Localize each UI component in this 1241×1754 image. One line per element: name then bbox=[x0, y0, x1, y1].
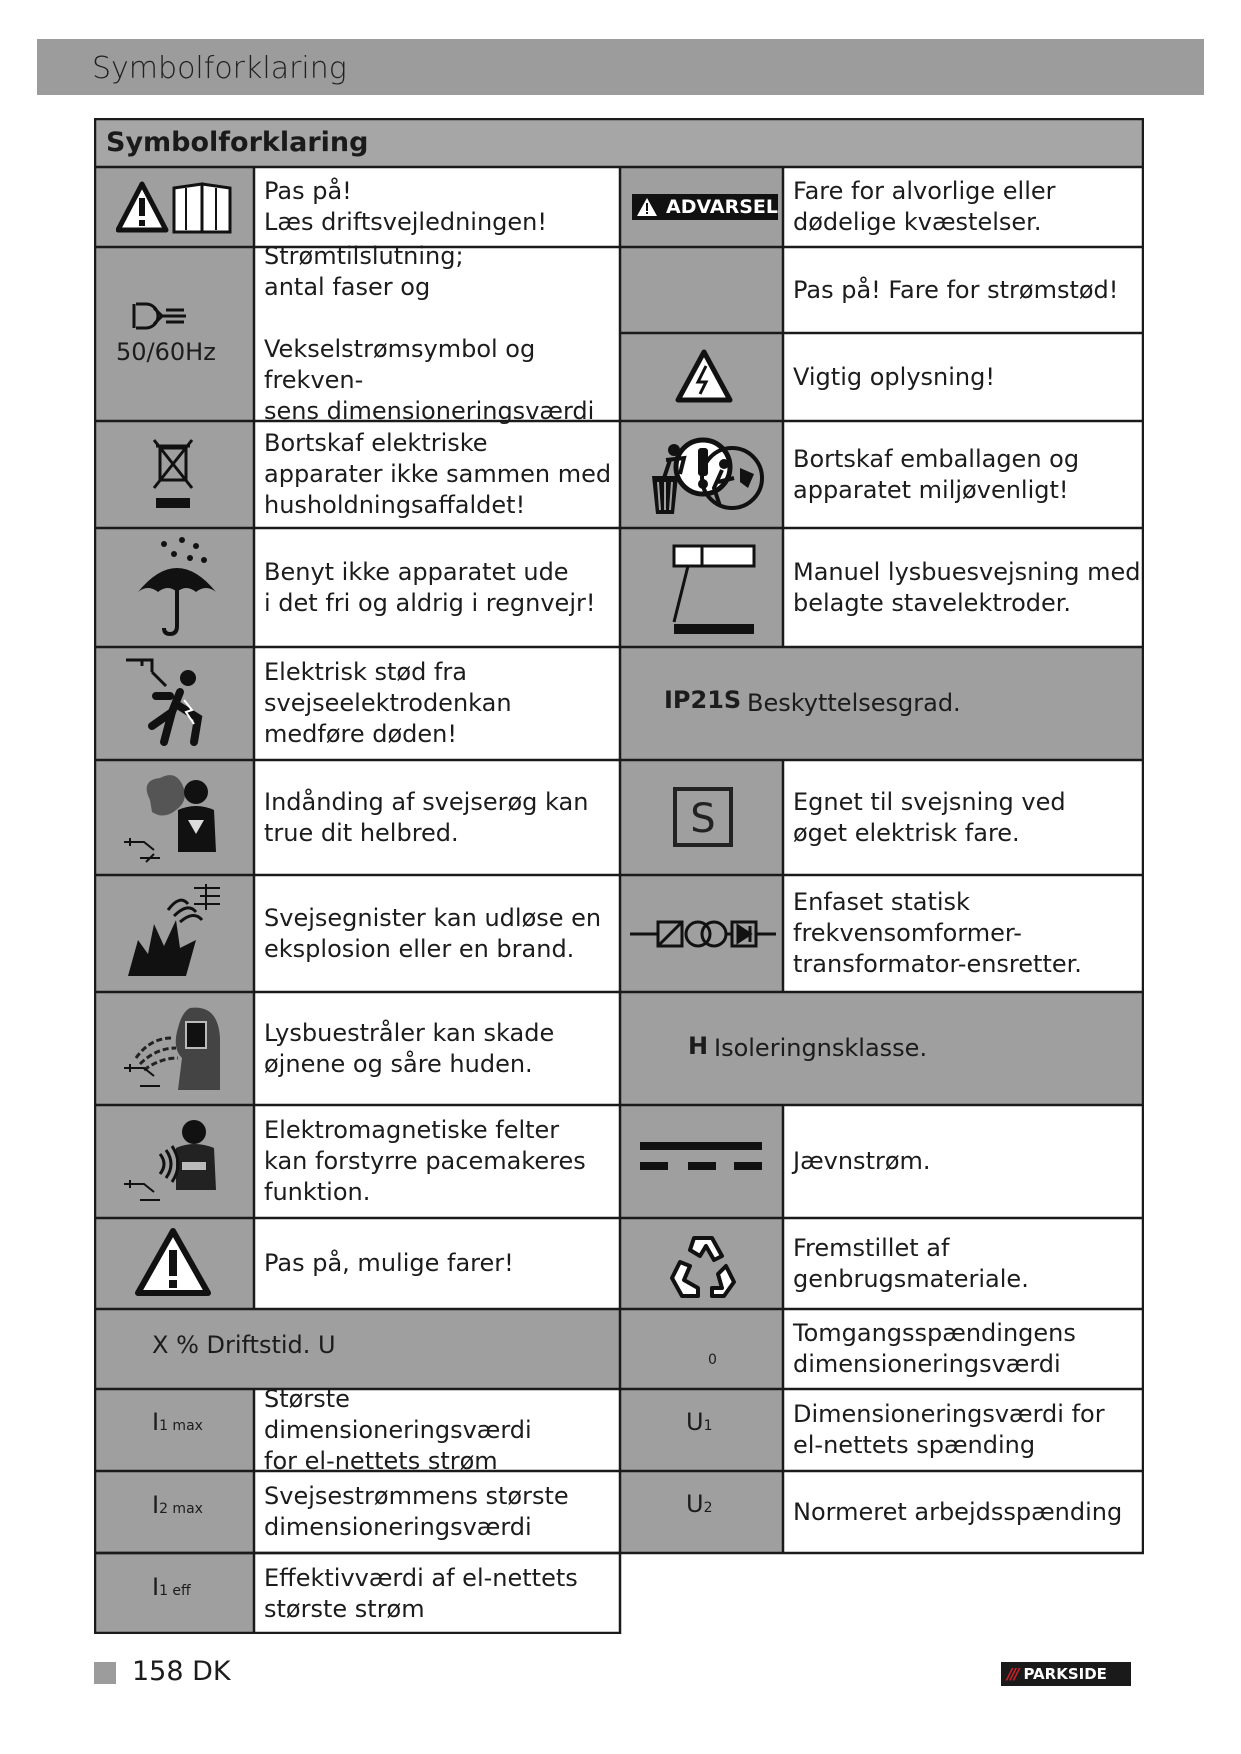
footer-marker bbox=[94, 1662, 116, 1684]
caption-electric-hazard: Pas på! Fare for strømstød! bbox=[793, 275, 1119, 304]
direct-current-icon bbox=[638, 1138, 764, 1178]
high-voltage-icon bbox=[674, 348, 734, 404]
u0-sub: 0 bbox=[708, 1352, 717, 1368]
page-number: 158 DK bbox=[132, 1656, 231, 1687]
mma-welding-icon bbox=[654, 542, 758, 638]
advarsel-warning-icon bbox=[636, 197, 658, 217]
emf-pacemaker-icon bbox=[120, 1114, 220, 1210]
caption-emf: Elektromagnetiske felter kan forstyrre pacemakeres funktion. bbox=[264, 1116, 586, 1206]
crossed-bin-icon bbox=[148, 436, 198, 514]
caption-protection-class: Beskyttelsesgrad. bbox=[747, 689, 961, 717]
s-symbol-icon bbox=[672, 786, 734, 848]
i1eff-symbol bbox=[152, 1573, 191, 1601]
welding-sparks-icon bbox=[124, 880, 224, 980]
u1-sub: 1 bbox=[703, 1418, 713, 1434]
electric-shock-icon bbox=[122, 652, 222, 756]
caption-i1eff: Effektivværdi af el-nettets største strøm bbox=[264, 1563, 578, 1623]
advarsel-label: ADVARSEL bbox=[666, 196, 778, 218]
i1max-symbol bbox=[152, 1408, 203, 1436]
i1max-sub: 1 max bbox=[159, 1418, 203, 1434]
caption-insulation-class: Isoleringnsklasse. bbox=[714, 1034, 928, 1062]
caption-u1: Dimensioneringsværdi for el-nettets spænding bbox=[793, 1400, 1105, 1459]
parkside-logo bbox=[1001, 1662, 1131, 1686]
u0-symbol bbox=[708, 1342, 717, 1370]
i2max-symbol bbox=[152, 1491, 203, 1519]
caption-s-symbol: Egnet til svejsning ved øget elektrisk fare. bbox=[793, 787, 1066, 847]
warning-manual-icon bbox=[116, 180, 234, 236]
caption-read-manual: Pas på! Læs driftsvejledningen! bbox=[264, 177, 548, 236]
insulation-class-code: H bbox=[688, 1032, 709, 1060]
caption-u2: Normeret arbejdsspænding bbox=[793, 1497, 1123, 1526]
caption-i2max: Svejsestrømmens største dimensioneringsværdi bbox=[264, 1482, 569, 1541]
u1-symbol bbox=[686, 1408, 713, 1436]
i1eff-sub: 1 eff bbox=[159, 1583, 191, 1599]
logo-text: PARKSIDE bbox=[1023, 1665, 1107, 1683]
u1-letter: U bbox=[686, 1408, 704, 1436]
caption-advarsel: Fare for alvorlige eller dødelige kvæstelser. bbox=[793, 177, 1056, 236]
warning-triangle-icon bbox=[134, 1226, 212, 1298]
caption-important-info: Vigtig oplysning! bbox=[793, 362, 995, 391]
caption-recycled: Fremstillet af genbrugsmateriale. bbox=[793, 1233, 1029, 1293]
recycled-material-icon bbox=[668, 1230, 738, 1300]
ip21s-code: IP21S bbox=[664, 686, 742, 714]
caption-mma: Manuel lysbuesvejsning med belagte stavelektroder. bbox=[793, 557, 1141, 617]
caption-i1max: Største dimensioneringsværdi for el-nettets strøm bbox=[264, 1384, 532, 1475]
advarsel-badge bbox=[632, 194, 778, 220]
recycle-disposal-icon bbox=[644, 438, 768, 518]
caption-possible-hazards: Pas på, mulige farer! bbox=[264, 1249, 514, 1277]
caption-fumes: Indånding af svejserøg kan true dit helbred. bbox=[264, 787, 589, 847]
i2max-letter: I bbox=[152, 1491, 160, 1519]
inverter-icon bbox=[628, 914, 778, 954]
caption-disposal: Bortskaf elektriske apparater ikke sammen med husholdningsaffaldet! bbox=[264, 429, 612, 519]
welding-fumes-icon bbox=[120, 770, 220, 870]
i1max-letter: I bbox=[152, 1408, 160, 1436]
caption-no-rain: Benyt ikke apparatet ude i det fri og aldrig i regnvejr! bbox=[264, 557, 596, 617]
u2-letter: U bbox=[686, 1490, 704, 1518]
caption-u0: Tomgangsspændingens dimensioneringsværdi bbox=[793, 1319, 1076, 1378]
table-title: Symbolforklaring bbox=[94, 118, 1144, 167]
i2max-sub: 2 max bbox=[159, 1501, 203, 1517]
frequency-label: 50/60Hz bbox=[116, 338, 216, 366]
s-symbol-letter: S bbox=[690, 796, 716, 842]
duty-cycle-label: X % Driftstid. U bbox=[152, 1331, 336, 1359]
mains-connection-icon bbox=[132, 298, 186, 334]
arc-rays-icon bbox=[120, 998, 224, 1098]
u2-sub: 2 bbox=[703, 1500, 713, 1516]
caption-arc-rays: Lysbuestråler kan skade øjnene og såre huden. bbox=[264, 1018, 555, 1078]
i1eff-letter: I bbox=[152, 1573, 160, 1601]
page-header-title: Symbolforklaring bbox=[92, 51, 347, 86]
caption-direct-current: Jævnstrøm. bbox=[793, 1147, 931, 1175]
u2-symbol bbox=[686, 1490, 713, 1518]
logo-stripes: /// bbox=[1007, 1665, 1018, 1683]
caption-mains-connection: Strømtilslutning; antal faser og Vekselstrømsymbol og frekven- sens dimensioneringsværdi bbox=[264, 242, 595, 425]
umbrella-rain-icon bbox=[134, 534, 220, 638]
caption-electric-shock: Elektrisk stød fra svejseelektrodenkan medføre døden! bbox=[264, 658, 512, 748]
caption-eco-disposal: Bortskaf emballagen og apparatet miljøvenligt! bbox=[793, 444, 1080, 504]
caption-sparks: Svejsegnister kan udløse en eksplosion eller en brand. bbox=[264, 903, 602, 963]
page-header-bar bbox=[37, 39, 1204, 95]
symbol-table bbox=[94, 118, 1144, 1634]
caption-inverter: Enfaset statisk frekvensomformer- transformator-ensretter. bbox=[793, 888, 1082, 978]
